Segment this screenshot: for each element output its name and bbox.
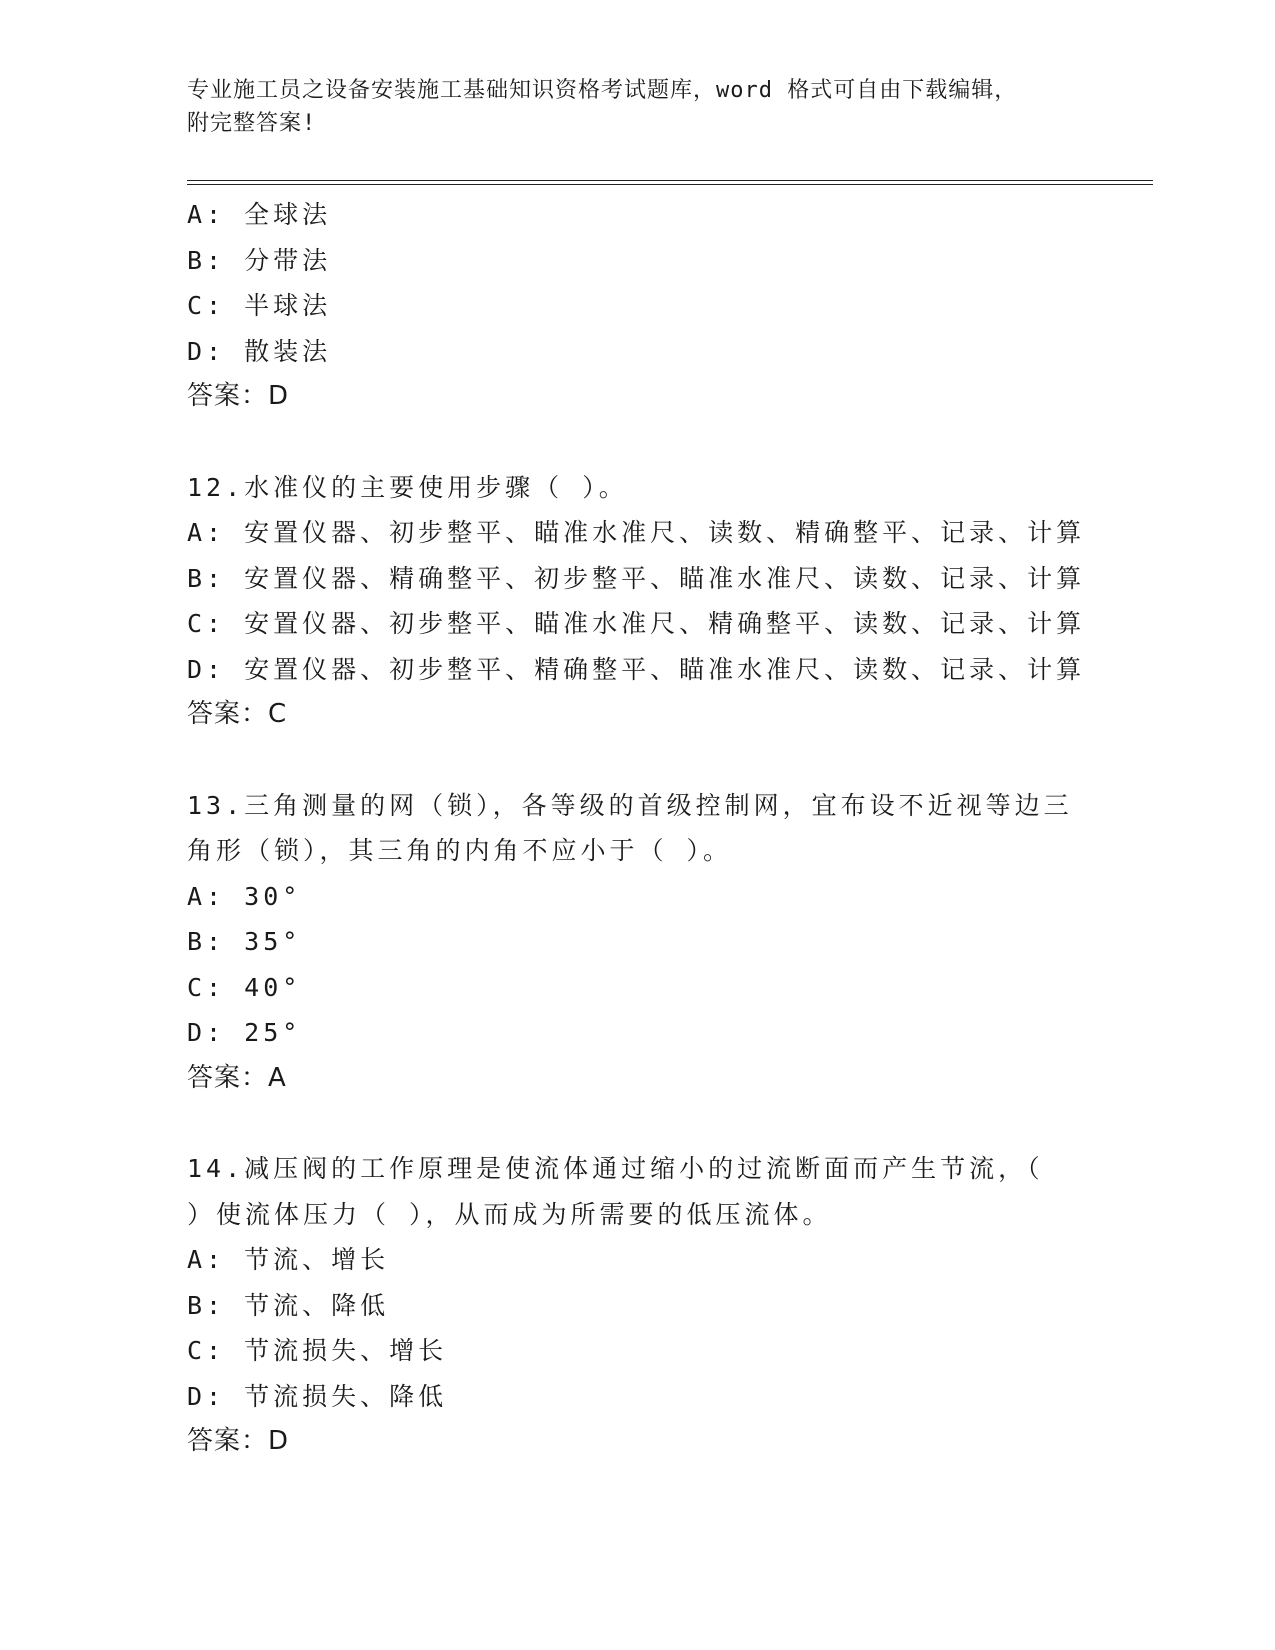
question-spacer: [187, 420, 1087, 465]
question-block-13: [187, 783, 1087, 1102]
question-stem: 12.水准仪的主要使用步骤（ ）。: [187, 472, 628, 502]
answer-line: 答案：D: [187, 1426, 290, 1456]
header-title-line-1: 专业施工员之设备安装施工基础知识资格考试题库，word 格式可自由下载编辑，: [187, 78, 1018, 103]
question-list: [187, 192, 1087, 1465]
option-a: A: 全球法: [187, 200, 332, 229]
option-d: D: 安置仪器、初步整平、精确整平、瞄准水准尺、读数、记录、计算: [187, 654, 1086, 684]
option-a: A: 节流、增长: [187, 1245, 390, 1274]
answer-line: 答案：A: [187, 1062, 287, 1093]
option-d: D: 节流损失、降低: [187, 1381, 448, 1411]
question-stem-line-1: 14.减压阀的工作原理是使流体通过缩小的过流断面而产生节流，（: [187, 1154, 1044, 1183]
question-block-12: [187, 465, 1087, 738]
question-block-14: [187, 1146, 1087, 1465]
option-c: C: 节流损失、增长: [187, 1336, 448, 1365]
answer-line: 答案：C: [187, 699, 288, 729]
question-stem-line-1: 13.三角测量的网（锁），各等级的首级控制网，宜布设不近视等边三: [187, 790, 1073, 820]
option-c: C: 半球法: [187, 291, 332, 320]
option-b: B: 35°: [187, 927, 302, 956]
option-a: A: 30°: [187, 881, 302, 911]
option-a: A: 安置仪器、初步整平、瞄准水准尺、读数、精确整平、记录、计算: [187, 518, 1086, 547]
question-stem-line-2: 角形（锁），其三角的内角不应小于（ ）。: [187, 836, 733, 865]
document-header: [187, 74, 1087, 140]
question-spacer: [187, 1101, 1087, 1146]
header-divider: [187, 180, 1153, 185]
option-c: C: 40°: [187, 972, 302, 1002]
option-c: C: 安置仪器、初步整平、瞄准水准尺、精确整平、读数、记录、计算: [187, 609, 1086, 638]
header-title-line-2: 附完整答案!: [187, 111, 317, 136]
question-block-11: [187, 192, 1087, 420]
answer-line: 答案：D: [187, 381, 290, 411]
option-b: B: 安置仪器、精确整平、初步整平、瞄准水准尺、读数、记录、计算: [187, 563, 1086, 593]
option-d: D: 散装法: [187, 336, 332, 366]
option-d: D: 25°: [187, 1018, 302, 1047]
option-b: B: 分带法: [187, 245, 332, 275]
question-spacer: [187, 738, 1087, 783]
option-b: B: 节流、降低: [187, 1290, 390, 1320]
question-stem-line-2: ）使流体压力（ ），从而成为所需要的低压流体。: [187, 1199, 832, 1229]
